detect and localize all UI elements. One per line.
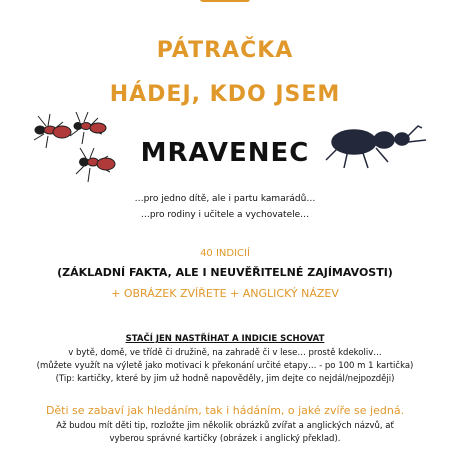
facts-description: (ZÁKLADNÍ FAKTA, ALE I NEUVĚŘITELNÉ ZAJÍMAVOSTI) xyxy=(57,266,393,279)
extras-description: + OBRÁZEK ZVÍŘETE + ANGLICKÝ NÁZEV xyxy=(111,287,339,300)
beetle-icon xyxy=(326,126,426,168)
audience-line-1: …pro jedno dítě, ale i partu kamarádů… xyxy=(134,194,316,204)
instructions-motivation: (můžete využít na výletě jako motivaci k překonání určité etapy… - po 100 m 1 kartička) xyxy=(36,361,414,371)
instructions-heading: STAČÍ JEN NASTŘÍHAT A INDICIE SCHOVAT xyxy=(125,334,325,344)
animal-name: MRAVENEC xyxy=(140,138,310,168)
title-hadej-kdo-jsem: HÁDEJ, KDO JSEM xyxy=(109,82,341,107)
top-decoration xyxy=(200,0,250,2)
instructions-tip: (Tip: kartičky, které by jim už hodně napověděly, jim dejte co nejdál/nejpozději) xyxy=(55,374,395,384)
hint-line-1: Až budou mít děti tip, rozložte jim několik obrázků zvířat a anglických názvů, ať xyxy=(56,421,394,431)
title-patracka: PÁTRAČKA xyxy=(156,38,294,63)
fun-line: Děti se zabaví jak hledáním, tak i hádáním, o jaké zvíře se jedná. xyxy=(45,404,405,417)
audience-line-2: …pro rodiny i učitele a vychovatele… xyxy=(140,210,310,220)
hint-line-2: vyberou správné kartičky (obrázek i anglický překlad). xyxy=(109,434,341,444)
clue-count: 40 INDICIÍ xyxy=(200,248,250,259)
instructions-where: v bytě, domě, ve třídě či družině, na zahradě či v lese… prostě kdekoliv… xyxy=(68,348,382,358)
beetle-illustration xyxy=(318,118,434,174)
